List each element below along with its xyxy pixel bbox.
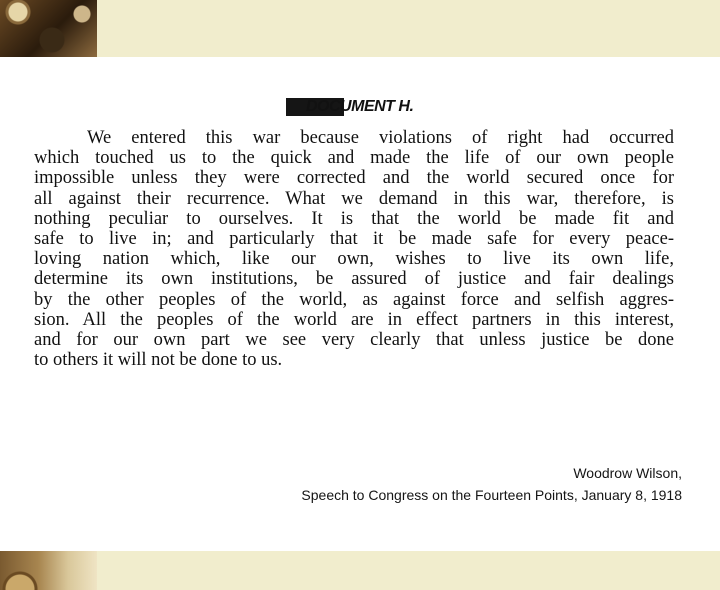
paragraph-line: sion. All the peoples of the world are in effect partners in this interest, (34, 309, 674, 330)
bottom-band (0, 551, 720, 590)
document-heading (286, 97, 413, 117)
paragraph-line: determine its own institutions, be assured of justice and fair dealings (34, 269, 674, 290)
paragraph-line: impossible unless they were corrected and the world secured once for (34, 168, 674, 189)
paragraph-line: by the other peoples of the world, as against force and selfish aggres- (34, 289, 674, 310)
attribution-author: Woodrow Wilson, (573, 465, 682, 481)
paragraph-line: and for our own part we see very clearly that unless justice be done (34, 330, 674, 351)
document-page (0, 57, 720, 551)
attribution-source: Speech to Congress on the Fourteen Points, January 8, 1918 (301, 487, 682, 503)
paragraph-line: nothing peculiar to ourselves. It is that the world be made fit and (34, 208, 674, 229)
paragraph-line: to others it will not be done to us. (34, 350, 283, 371)
paragraph-line: which touched us to the quick and made the life of our own people (34, 148, 674, 169)
quote-paragraph (34, 128, 674, 370)
paragraph-line: all against their recurrence. What we demand in this war, therefore, is (34, 188, 674, 209)
paragraph-line: safe to live in; and particularly that it be made safe for every peace- (34, 229, 674, 250)
decorative-antique-photo-bottom (0, 551, 97, 590)
attribution (301, 462, 682, 506)
top-band (0, 0, 720, 57)
decorative-antique-photo-top (0, 0, 97, 57)
document-heading-text: DOCUMENT H. (306, 98, 414, 115)
paragraph-line: loving nation which, like our own, wishes to live its own life, (34, 249, 674, 270)
paragraph-line: We entered this war because violations of right had occurred (87, 128, 674, 148)
